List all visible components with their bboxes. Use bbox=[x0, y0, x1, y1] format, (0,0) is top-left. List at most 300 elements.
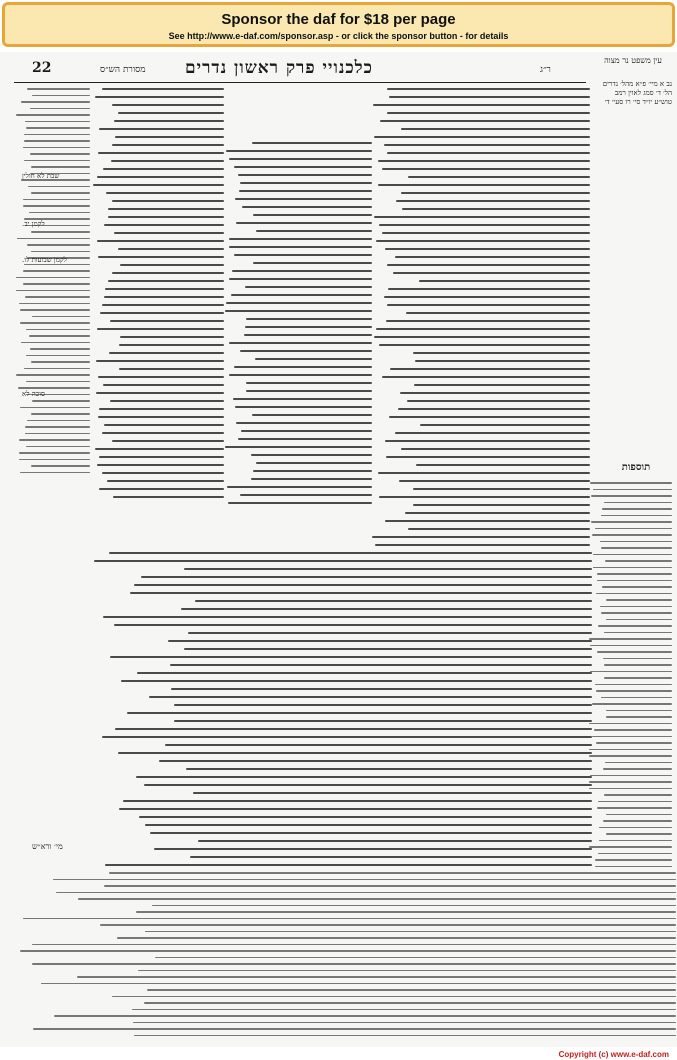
text-line bbox=[174, 720, 592, 722]
text-line bbox=[374, 136, 590, 138]
text-line bbox=[127, 712, 592, 714]
text-line bbox=[408, 176, 590, 178]
text-line bbox=[31, 231, 90, 233]
text-line bbox=[376, 240, 590, 242]
text-line bbox=[53, 879, 676, 881]
text-line bbox=[165, 744, 592, 746]
text-line bbox=[32, 400, 90, 402]
text-line bbox=[98, 376, 224, 378]
text-line bbox=[112, 440, 224, 442]
text-line bbox=[16, 290, 90, 292]
text-line bbox=[599, 840, 672, 842]
text-line bbox=[100, 312, 224, 314]
text-line bbox=[110, 320, 224, 322]
footer-commentary bbox=[16, 872, 676, 1037]
text-line bbox=[186, 768, 592, 770]
text-line bbox=[16, 114, 90, 116]
text-line bbox=[102, 88, 224, 90]
text-line bbox=[605, 560, 672, 562]
text-line bbox=[24, 134, 90, 136]
text-line bbox=[256, 230, 372, 232]
text-line bbox=[94, 560, 592, 562]
text-line bbox=[171, 688, 592, 690]
text-line bbox=[105, 864, 592, 866]
text-line bbox=[598, 853, 672, 855]
text-line bbox=[141, 576, 592, 578]
text-line bbox=[112, 200, 224, 202]
text-line bbox=[225, 446, 372, 448]
text-line bbox=[27, 88, 90, 90]
gemara-lower-block bbox=[92, 552, 592, 897]
text-line bbox=[234, 366, 372, 368]
text-line bbox=[31, 413, 90, 415]
header-divider bbox=[14, 82, 586, 83]
text-line bbox=[373, 104, 590, 106]
text-line bbox=[246, 382, 372, 384]
text-line bbox=[246, 318, 372, 320]
text-line bbox=[174, 704, 592, 706]
text-line bbox=[601, 697, 672, 699]
page-number: 22 bbox=[32, 60, 52, 76]
text-line bbox=[382, 376, 590, 378]
text-line bbox=[256, 462, 372, 464]
text-line bbox=[32, 316, 90, 318]
text-line bbox=[407, 400, 590, 402]
text-line bbox=[386, 456, 590, 458]
text-line bbox=[408, 528, 590, 530]
text-line bbox=[246, 390, 372, 392]
text-line bbox=[154, 848, 592, 850]
text-line bbox=[145, 824, 592, 826]
text-line bbox=[28, 186, 90, 188]
text-line bbox=[604, 632, 672, 634]
sponsor-details[interactable]: See http://www.e-daf.com/sponsor.asp - or click the sponsor button - for details bbox=[168, 31, 509, 41]
text-line bbox=[168, 640, 592, 642]
text-line bbox=[123, 800, 592, 802]
text-line bbox=[112, 104, 224, 106]
text-line bbox=[245, 286, 372, 288]
text-line bbox=[18, 387, 90, 389]
text-line bbox=[416, 464, 590, 466]
text-line bbox=[117, 937, 676, 939]
text-line bbox=[594, 729, 672, 731]
text-line bbox=[390, 368, 590, 370]
text-line bbox=[190, 856, 592, 858]
text-line bbox=[385, 248, 590, 250]
text-line bbox=[234, 166, 372, 168]
text-line bbox=[596, 742, 672, 744]
talmud-page bbox=[0, 52, 677, 1047]
text-line bbox=[24, 368, 90, 370]
text-line bbox=[134, 584, 592, 586]
text-line bbox=[145, 931, 676, 933]
text-line bbox=[593, 554, 672, 556]
text-line bbox=[23, 918, 676, 920]
text-line bbox=[105, 288, 224, 290]
ein-mishpat-notes: נב א מיי׳ פ״א מהל׳ נדרים הל׳ ד׳ סמג לאוין רמב טוש״ע יו״ד סי׳ רו סעי׳ ד׳ bbox=[602, 80, 672, 106]
text-line bbox=[245, 326, 372, 328]
text-line bbox=[26, 329, 90, 331]
text-line bbox=[195, 600, 592, 602]
footer-label: מי׳ ורא״ש bbox=[32, 842, 63, 851]
text-line bbox=[16, 277, 90, 279]
text-line bbox=[170, 664, 592, 666]
text-line bbox=[589, 723, 672, 725]
text-line bbox=[602, 586, 672, 588]
text-line bbox=[240, 350, 372, 352]
text-line bbox=[589, 638, 672, 640]
text-line bbox=[238, 174, 372, 176]
text-line bbox=[115, 728, 592, 730]
text-line bbox=[103, 168, 224, 170]
text-line bbox=[32, 944, 676, 946]
copyright-link[interactable]: Copyright (c) www.e-daf.com bbox=[558, 1050, 669, 1059]
margin-reference: לקמן שבועות לו. bbox=[22, 256, 67, 264]
text-line bbox=[413, 504, 590, 506]
text-line bbox=[20, 309, 90, 311]
text-line bbox=[30, 153, 90, 155]
text-line bbox=[107, 480, 224, 482]
text-line bbox=[235, 198, 372, 200]
text-line bbox=[601, 515, 672, 517]
text-line bbox=[102, 432, 224, 434]
text-line bbox=[19, 303, 90, 305]
tosafot-title: תוספות bbox=[621, 462, 651, 473]
text-line bbox=[108, 280, 224, 282]
text-line bbox=[244, 334, 372, 336]
text-line bbox=[605, 762, 672, 764]
text-line bbox=[32, 963, 676, 965]
text-line bbox=[112, 272, 224, 274]
text-line bbox=[56, 892, 676, 894]
text-line bbox=[25, 433, 90, 435]
text-line bbox=[596, 690, 672, 692]
text-line bbox=[399, 480, 590, 482]
margin-reference: סוכה לא bbox=[22, 390, 45, 398]
text-line bbox=[606, 814, 672, 816]
text-line bbox=[599, 827, 672, 829]
text-line bbox=[144, 784, 592, 786]
text-line bbox=[109, 552, 592, 554]
text-line bbox=[598, 625, 672, 627]
text-line bbox=[236, 222, 372, 224]
text-line bbox=[405, 512, 590, 514]
text-line bbox=[20, 407, 90, 409]
text-line bbox=[33, 1028, 676, 1030]
text-line bbox=[159, 760, 592, 762]
text-line bbox=[396, 200, 590, 202]
text-line bbox=[32, 95, 90, 97]
text-line bbox=[415, 360, 590, 362]
text-line bbox=[99, 488, 224, 490]
text-line bbox=[601, 612, 672, 614]
text-line bbox=[387, 88, 590, 90]
text-line bbox=[251, 478, 372, 480]
text-line bbox=[96, 360, 224, 362]
text-line bbox=[592, 736, 672, 738]
text-line bbox=[606, 716, 672, 718]
text-line bbox=[19, 452, 90, 454]
text-line bbox=[113, 496, 224, 498]
text-line bbox=[109, 352, 224, 354]
text-line bbox=[19, 459, 90, 461]
margin-reference: לקמן יב. bbox=[22, 220, 45, 228]
text-line bbox=[41, 983, 676, 985]
text-line bbox=[23, 147, 90, 149]
text-line bbox=[184, 648, 592, 650]
text-line bbox=[398, 408, 590, 410]
text-line bbox=[106, 192, 224, 194]
text-line bbox=[120, 264, 224, 266]
text-line bbox=[229, 246, 372, 248]
text-line bbox=[136, 776, 592, 778]
text-line bbox=[595, 684, 672, 686]
text-line bbox=[29, 335, 90, 337]
text-line bbox=[23, 283, 90, 285]
text-line bbox=[78, 898, 676, 900]
text-line bbox=[402, 208, 590, 210]
text-line bbox=[252, 142, 372, 144]
text-line bbox=[31, 361, 90, 363]
text-line bbox=[112, 144, 224, 146]
text-line bbox=[24, 140, 90, 142]
text-line bbox=[99, 128, 224, 130]
text-line bbox=[393, 272, 590, 274]
text-line bbox=[118, 248, 224, 250]
text-line bbox=[31, 465, 90, 467]
text-line bbox=[378, 472, 590, 474]
text-line bbox=[184, 568, 592, 570]
text-line bbox=[378, 160, 590, 162]
text-line bbox=[419, 280, 590, 282]
text-line bbox=[253, 262, 372, 264]
text-line bbox=[233, 398, 372, 400]
text-line bbox=[225, 310, 372, 312]
text-line bbox=[147, 989, 676, 991]
text-line bbox=[21, 342, 90, 344]
text-line bbox=[193, 792, 592, 794]
text-line bbox=[606, 833, 672, 835]
text-line bbox=[136, 911, 676, 913]
text-line bbox=[229, 374, 372, 376]
text-line bbox=[31, 166, 90, 168]
text-line bbox=[604, 794, 672, 796]
text-line bbox=[236, 422, 372, 424]
text-line bbox=[138, 970, 676, 972]
text-line bbox=[198, 840, 592, 842]
text-line bbox=[420, 424, 590, 426]
text-line bbox=[77, 976, 676, 978]
text-line bbox=[104, 885, 676, 887]
gemara-center-block bbox=[224, 142, 372, 552]
text-line bbox=[590, 645, 672, 647]
text-line bbox=[229, 238, 372, 240]
text-line bbox=[387, 152, 590, 154]
text-line bbox=[27, 244, 90, 246]
text-line bbox=[597, 807, 672, 809]
text-line bbox=[109, 872, 676, 874]
text-line bbox=[23, 205, 90, 207]
text-line bbox=[595, 866, 672, 868]
text-line bbox=[597, 580, 672, 582]
text-line bbox=[593, 489, 672, 491]
text-line bbox=[99, 456, 224, 458]
text-line bbox=[606, 710, 672, 712]
text-line bbox=[31, 251, 90, 253]
text-line bbox=[98, 152, 224, 154]
text-line bbox=[387, 304, 590, 306]
text-line bbox=[253, 214, 372, 216]
text-line bbox=[97, 176, 224, 178]
text-line bbox=[144, 1002, 676, 1004]
text-line bbox=[589, 749, 672, 751]
text-line bbox=[589, 846, 672, 848]
text-line bbox=[111, 160, 224, 162]
text-line bbox=[103, 384, 224, 386]
text-line bbox=[229, 158, 372, 160]
text-line bbox=[252, 414, 372, 416]
text-line bbox=[382, 168, 590, 170]
text-line bbox=[379, 224, 590, 226]
text-line bbox=[379, 496, 590, 498]
text-line bbox=[188, 632, 592, 634]
text-line bbox=[375, 544, 590, 546]
text-line bbox=[231, 294, 372, 296]
text-line bbox=[29, 212, 90, 214]
text-line bbox=[229, 342, 372, 344]
text-line bbox=[590, 775, 672, 777]
running-header: כלכנויי פרק ראשון נדרים bbox=[185, 58, 373, 78]
text-line bbox=[589, 788, 672, 790]
text-line bbox=[25, 121, 90, 123]
text-line bbox=[229, 278, 372, 280]
text-line bbox=[387, 112, 590, 114]
text-line bbox=[395, 256, 590, 258]
text-line bbox=[385, 440, 590, 442]
text-line bbox=[132, 1009, 676, 1011]
text-line bbox=[590, 671, 672, 673]
text-line bbox=[379, 344, 590, 346]
text-line bbox=[118, 112, 224, 114]
text-line bbox=[54, 1015, 676, 1017]
text-line bbox=[17, 238, 90, 240]
text-line bbox=[102, 304, 224, 306]
text-line bbox=[374, 216, 590, 218]
text-line bbox=[604, 664, 672, 666]
text-line bbox=[376, 328, 590, 330]
text-line bbox=[226, 150, 372, 152]
text-line bbox=[591, 495, 672, 497]
text-line bbox=[25, 426, 90, 428]
text-line bbox=[227, 486, 372, 488]
text-line bbox=[96, 392, 224, 394]
text-line bbox=[603, 658, 672, 660]
text-line bbox=[152, 905, 676, 907]
text-line bbox=[104, 424, 224, 426]
text-line bbox=[120, 336, 224, 338]
text-line bbox=[603, 768, 672, 770]
text-line bbox=[597, 573, 672, 575]
text-line bbox=[593, 567, 672, 569]
text-line bbox=[23, 199, 90, 201]
text-line bbox=[380, 120, 590, 122]
text-line bbox=[413, 488, 590, 490]
text-line bbox=[114, 232, 224, 234]
text-line bbox=[389, 416, 590, 418]
text-line bbox=[242, 206, 372, 208]
text-line bbox=[595, 859, 672, 861]
text-line bbox=[400, 392, 590, 394]
header-right-label: ר״ג bbox=[540, 65, 551, 75]
tosafot-column bbox=[588, 482, 672, 932]
text-line bbox=[26, 446, 90, 448]
text-line bbox=[119, 808, 592, 810]
text-line bbox=[232, 270, 372, 272]
text-line bbox=[592, 703, 672, 705]
text-line bbox=[20, 472, 90, 474]
text-line bbox=[114, 120, 224, 122]
text-line bbox=[253, 470, 372, 472]
text-line bbox=[606, 619, 672, 621]
text-line bbox=[102, 736, 592, 738]
text-line bbox=[102, 472, 224, 474]
text-line bbox=[406, 312, 590, 314]
text-line bbox=[114, 624, 592, 626]
text-line bbox=[155, 957, 676, 959]
text-line bbox=[98, 256, 224, 258]
text-line bbox=[30, 108, 90, 110]
text-line bbox=[382, 232, 590, 234]
text-line bbox=[108, 208, 224, 210]
text-line bbox=[234, 254, 372, 256]
text-line bbox=[99, 408, 224, 410]
text-line bbox=[589, 781, 672, 783]
text-line bbox=[137, 672, 592, 674]
text-line bbox=[600, 606, 672, 608]
text-line bbox=[413, 352, 590, 354]
text-line bbox=[121, 680, 592, 682]
text-line bbox=[597, 651, 672, 653]
text-line bbox=[27, 420, 90, 422]
text-line bbox=[387, 264, 590, 266]
header-left-label: מסורת הש״ס bbox=[100, 65, 146, 75]
text-line bbox=[150, 832, 592, 834]
text-line bbox=[589, 755, 672, 757]
text-line bbox=[606, 599, 672, 601]
text-line bbox=[115, 136, 224, 138]
text-line bbox=[595, 528, 672, 530]
text-line bbox=[26, 127, 90, 129]
text-line bbox=[103, 616, 592, 618]
rashi-column bbox=[92, 88, 224, 548]
sponsor-title[interactable]: Sponsor the daf for $18 per page bbox=[221, 11, 456, 28]
sponsor-banner[interactable] bbox=[2, 2, 675, 47]
text-line bbox=[604, 502, 672, 504]
text-line bbox=[601, 547, 672, 549]
text-line bbox=[26, 381, 90, 383]
text-line bbox=[30, 348, 90, 350]
text-line bbox=[414, 384, 590, 386]
text-line bbox=[104, 296, 224, 298]
text-line bbox=[93, 184, 224, 186]
text-line bbox=[372, 536, 590, 538]
text-line bbox=[239, 190, 372, 192]
text-line bbox=[23, 270, 90, 272]
text-line bbox=[118, 752, 592, 754]
text-line bbox=[110, 656, 592, 658]
text-line bbox=[240, 494, 372, 496]
text-line bbox=[97, 328, 224, 330]
